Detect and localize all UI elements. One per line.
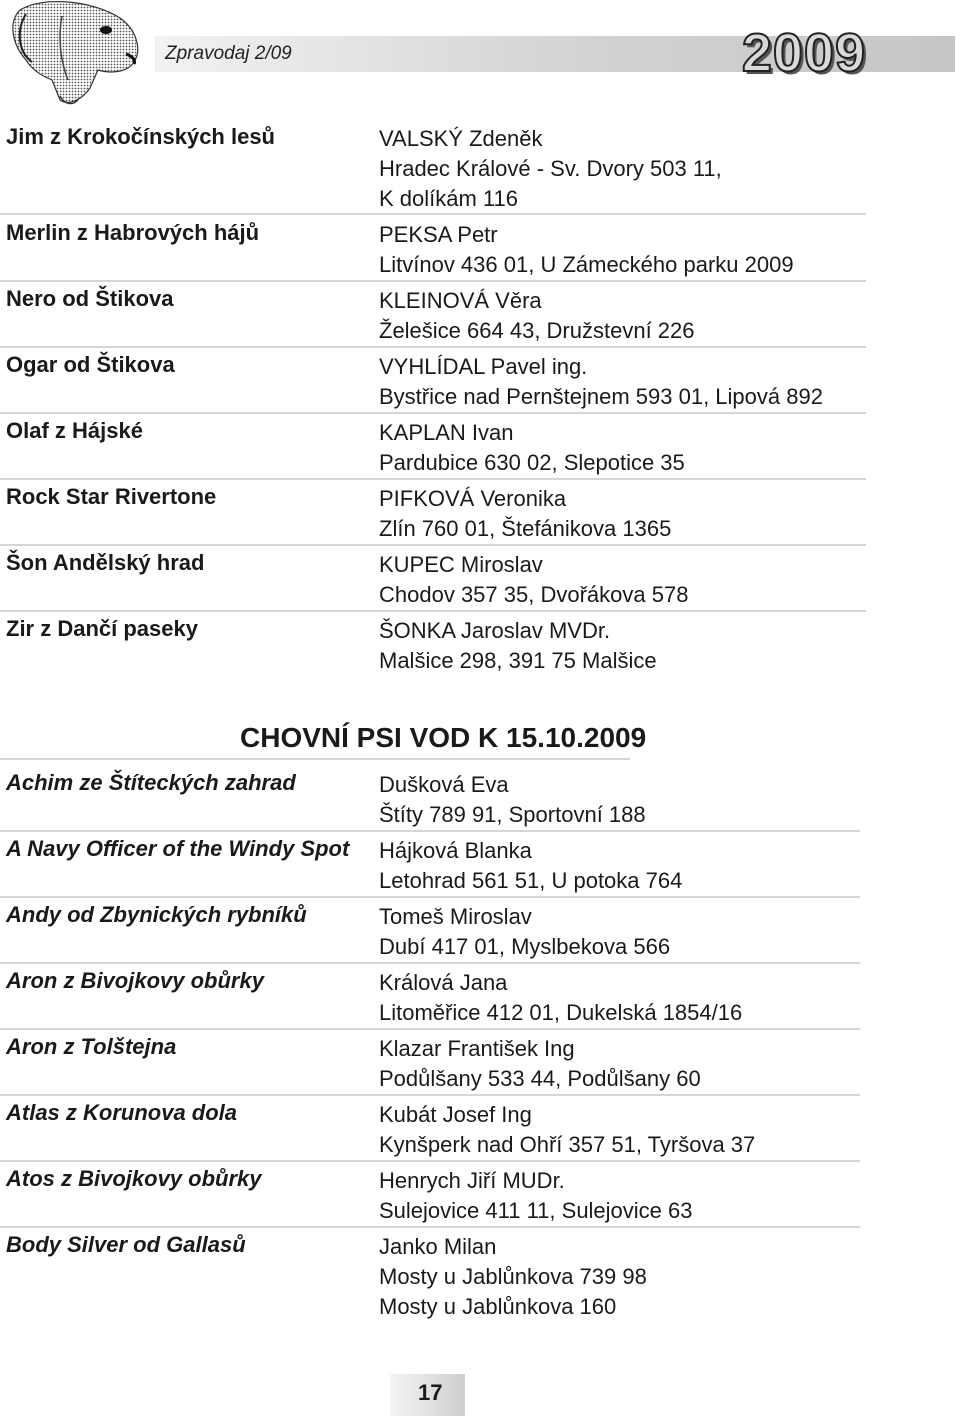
owner-address xyxy=(379,352,823,412)
owner-address xyxy=(379,770,646,830)
owner-name: Dušková Eva xyxy=(379,772,509,797)
owner-address xyxy=(379,550,688,610)
row-divider xyxy=(0,1160,860,1162)
owner-name: VYHLÍDAL Pavel ing. xyxy=(379,354,588,379)
owner-address xyxy=(379,286,695,346)
dog-name: Nero od Štikova xyxy=(6,286,174,311)
dog-name: Rock Star Rivertone xyxy=(6,484,217,509)
header-year: 2009 xyxy=(741,23,866,83)
dog-name: Achim ze Štíteckých zahrad xyxy=(6,770,296,795)
owner-name: PEKSA Petr xyxy=(379,222,498,247)
page-number: 17 xyxy=(418,1380,443,1405)
dog-name: Olaf z Hájské xyxy=(6,418,143,443)
owner-name: KAPLAN Ivan xyxy=(379,420,514,445)
owner-name: ŠONKA Jaroslav MVDr. xyxy=(379,618,611,643)
address-line: Kynšperk nad Ohří 357 51, Tyršova 37 xyxy=(379,1132,756,1157)
dog-name: Atlas z Korunova dola xyxy=(6,1100,238,1125)
owner-address xyxy=(379,1034,701,1094)
address-line: Mosty u Jablůnkova 160 xyxy=(379,1294,617,1319)
dog-name: Andy od Zbynických rybníků xyxy=(6,902,307,927)
owner-address xyxy=(379,836,682,896)
address-line: Želešice 664 43, Družstevní 226 xyxy=(379,318,695,343)
address-line: Pardubice 630 02, Slepotice 35 xyxy=(379,450,685,475)
publication-title: Zpravodaj 2/09 xyxy=(165,43,292,64)
dog-name: Ogar od Štikova xyxy=(6,352,175,377)
address-line: Mosty u Jablůnkova 739 98 xyxy=(379,1264,647,1289)
owner-name: Klazar František Ing xyxy=(379,1036,575,1061)
row-divider xyxy=(0,280,866,282)
dog-name: Jim z Krokočínských lesů xyxy=(6,124,275,149)
address-line: Podůlšany 533 44, Podůlšany 60 xyxy=(379,1066,701,1091)
dog-name: Šon Andělský hrad xyxy=(6,550,205,575)
owner-name: KUPEC Miroslav xyxy=(379,552,543,577)
owner-address xyxy=(379,484,671,544)
row-divider xyxy=(0,1094,860,1096)
address-line: Chodov 357 35, Dvořákova 578 xyxy=(379,582,689,607)
dog-name: Merlin z Habrových hájů xyxy=(6,220,260,245)
owner-name: Tomeš Miroslav xyxy=(379,904,532,929)
row-divider xyxy=(0,1226,860,1228)
row-divider xyxy=(0,896,860,898)
address-line: Štíty 789 91, Sportovní 188 xyxy=(379,802,646,827)
owner-name: Janko Milan xyxy=(379,1234,497,1259)
row-divider xyxy=(0,213,866,215)
address-line: Sulejovice 411 11, Sulejovice 63 xyxy=(379,1198,693,1223)
address-line: K dolíkám 116 xyxy=(379,186,519,211)
owner-address xyxy=(379,616,657,676)
owner-address xyxy=(379,1166,693,1226)
owner-address xyxy=(379,418,685,478)
owner-address xyxy=(379,124,722,214)
dog-head-illustration xyxy=(2,0,152,108)
address-line: Litvínov 436 01, U Zámeckého parku 2009 xyxy=(379,252,794,277)
address-line: Dubí 417 01, Myslbekova 566 xyxy=(379,934,671,959)
address-line: Hradec Králové - Sv. Dvory 503 11, xyxy=(379,156,722,181)
section-divider xyxy=(0,758,630,760)
row-divider xyxy=(0,346,866,348)
owner-address xyxy=(379,902,670,962)
dog-name: Body Silver od Gallasů xyxy=(6,1232,246,1257)
address-line: Zlín 760 01, Štefánikova 1365 xyxy=(379,516,672,541)
dog-name: Aron z Tolštejna xyxy=(6,1034,177,1059)
owner-name: VALSKÝ Zdeněk xyxy=(379,126,543,151)
page-header xyxy=(0,0,960,110)
address-line: Letohrad 561 51, U potoka 764 xyxy=(379,868,683,893)
owner-name: Králová Jana xyxy=(379,970,508,995)
dog-name: Zir z Dančí paseky xyxy=(6,616,198,641)
row-divider xyxy=(0,1028,860,1030)
owner-name: Hájková Blanka xyxy=(379,838,532,863)
owner-name: KLEINOVÁ Věra xyxy=(379,288,542,313)
owner-address xyxy=(379,1100,755,1160)
section-heading: CHOVNÍ PSI VOD K 15.10.2009 xyxy=(240,722,647,753)
row-divider xyxy=(0,478,866,480)
row-divider xyxy=(0,962,860,964)
owner-name: Henrych Jiří MUDr. xyxy=(379,1168,565,1193)
address-line: Litoměřice 412 01, Dukelská 1854/16 xyxy=(379,1000,743,1025)
dog-name: Aron z Bivojkovy obůrky xyxy=(6,968,264,993)
dog-name: A Navy Officer of the Windy Spot xyxy=(6,836,350,861)
address-line: Bystřice nad Pernštejnem 593 01, Lipová 892 xyxy=(379,384,823,409)
owner-address xyxy=(379,220,794,280)
row-divider xyxy=(0,412,866,414)
row-divider xyxy=(0,830,860,832)
owner-address xyxy=(379,968,742,1028)
owner-name: Kubát Josef Ing xyxy=(379,1102,532,1127)
owner-address xyxy=(379,1232,647,1322)
owner-name: PIFKOVÁ Veronika xyxy=(379,486,567,511)
row-divider xyxy=(0,610,866,612)
row-divider xyxy=(0,544,866,546)
address-line: Malšice 298, 391 75 Malšice xyxy=(379,648,657,673)
dog-name: Atos z Bivojkovy obůrky xyxy=(6,1166,262,1191)
